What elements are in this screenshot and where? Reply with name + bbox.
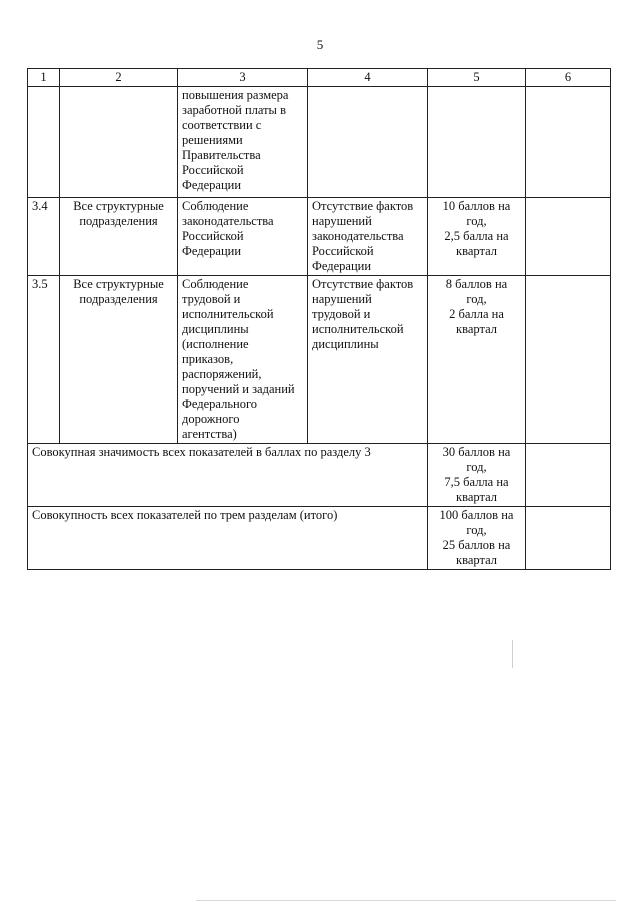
indicator-cell-line: повышения размера	[182, 88, 289, 102]
department-cell	[60, 87, 178, 198]
table-row	[28, 87, 611, 198]
summary-score-cell-line: 100 баллов на	[439, 508, 514, 522]
table-row	[28, 198, 611, 276]
score-cell-line: 10 баллов на	[442, 199, 511, 213]
summary-row	[28, 444, 611, 507]
criteria-cell	[308, 198, 428, 276]
indicator-cell-line: дорожного	[182, 412, 240, 426]
score-cell-line: год,	[466, 292, 487, 306]
score-cell-line: квартал	[456, 244, 497, 258]
department-cell-line: Все структурные	[73, 199, 164, 213]
department-cell-line: подразделения	[79, 214, 158, 228]
department-cell-line: Все структурные	[73, 277, 164, 291]
indicator-cell-line: решениями	[182, 133, 243, 147]
summary-score-cell-line: год,	[466, 460, 487, 474]
summary-score-cell-line: год,	[466, 523, 487, 537]
summary-score-cell-line: квартал	[456, 553, 497, 567]
row-number: 3.4	[28, 198, 60, 276]
column-header: 4	[308, 69, 428, 87]
criteria-cell-line: Российской	[312, 244, 374, 258]
score-cell-line: 2 балла на	[449, 307, 504, 321]
extra-cell	[526, 444, 611, 507]
indicator-cell-line: Российской	[182, 163, 244, 177]
extra-cell	[526, 198, 611, 276]
column-header: 6	[526, 69, 611, 87]
summary-score-cell-line: 7,5 балла на	[444, 475, 509, 489]
indicator-cell-line: агентства)	[182, 427, 237, 441]
criteria-cell-line: трудовой и	[312, 307, 371, 321]
indicator-table	[27, 68, 611, 570]
column-header: 3	[178, 69, 308, 87]
department-cell	[60, 276, 178, 444]
indicator-cell-line: (исполнение	[182, 337, 249, 351]
summary-score-cell	[428, 444, 526, 507]
score-cell	[428, 276, 526, 444]
page-number: 5	[316, 37, 324, 52]
indicator-cell-line: исполнительской	[182, 307, 274, 321]
indicator-cell-line: соответствии с	[182, 118, 262, 132]
indicator-cell-line: дисциплины	[182, 322, 249, 336]
table-row	[28, 276, 611, 444]
scan-edge	[196, 900, 616, 901]
summary-score-cell-line: 30 баллов на	[442, 445, 511, 459]
extra-cell	[526, 507, 611, 570]
score-cell-line: 2,5 балла на	[444, 229, 509, 243]
indicator-cell	[178, 276, 308, 444]
extra-cell	[526, 87, 611, 198]
criteria-cell-line: Отсутствие фактов	[312, 199, 414, 213]
column-header: 5	[428, 69, 526, 87]
indicator-cell-line: Федерации	[182, 178, 242, 192]
criteria-cell	[308, 87, 428, 198]
summary-score-cell-line: 25 баллов на	[442, 538, 511, 552]
indicator-cell-line: трудовой и	[182, 292, 241, 306]
indicator-cell-line: Федерации	[182, 244, 242, 258]
criteria-cell-line: дисциплины	[312, 337, 379, 351]
criteria-cell-line: Федерации	[312, 259, 372, 273]
score-cell-line: 8 баллов на	[445, 277, 508, 291]
scan-artifact	[512, 640, 513, 668]
criteria-cell-line: нарушений	[312, 214, 372, 228]
indicator-cell-line: Российской	[182, 229, 244, 243]
score-cell-line: год,	[466, 214, 487, 228]
table-header-row	[28, 69, 611, 87]
criteria-cell	[308, 276, 428, 444]
summary-label: Совокупная значимость всех показателей в баллах по разделу 3	[28, 444, 428, 507]
summary-row	[28, 507, 611, 570]
table-body	[28, 87, 611, 570]
summary-score-cell-line: квартал	[456, 490, 497, 504]
indicator-cell-line: законодательства	[182, 214, 274, 228]
score-cell	[428, 87, 526, 198]
indicator-cell	[178, 198, 308, 276]
indicator-cell-line: Правительства	[182, 148, 261, 162]
indicator-cell-line: поручений и заданий	[182, 382, 295, 396]
indicator-cell-line: приказов,	[182, 352, 234, 366]
row-number: 3.5	[28, 276, 60, 444]
criteria-cell-line: нарушений	[312, 292, 372, 306]
indicator-cell-line: заработной платы в	[182, 103, 286, 117]
column-header: 2	[60, 69, 178, 87]
summary-score-cell	[428, 507, 526, 570]
indicator-cell	[178, 87, 308, 198]
department-cell	[60, 198, 178, 276]
score-cell-line: квартал	[456, 322, 497, 336]
score-cell	[428, 198, 526, 276]
criteria-cell-line: исполнительской	[312, 322, 404, 336]
indicator-cell-line: Соблюдение	[182, 199, 249, 213]
row-number	[28, 87, 60, 198]
criteria-cell-line: законодательства	[312, 229, 404, 243]
department-cell-line: подразделения	[79, 292, 158, 306]
indicator-cell-line: Федерального	[182, 397, 258, 411]
column-header: 1	[28, 69, 60, 87]
summary-label: Совокупность всех показателей по трем разделам (итого)	[28, 507, 428, 570]
indicator-cell-line: распоряжений,	[182, 367, 262, 381]
indicator-cell-line: Соблюдение	[182, 277, 249, 291]
criteria-cell-line: Отсутствие фактов	[312, 277, 414, 291]
extra-cell	[526, 276, 611, 444]
